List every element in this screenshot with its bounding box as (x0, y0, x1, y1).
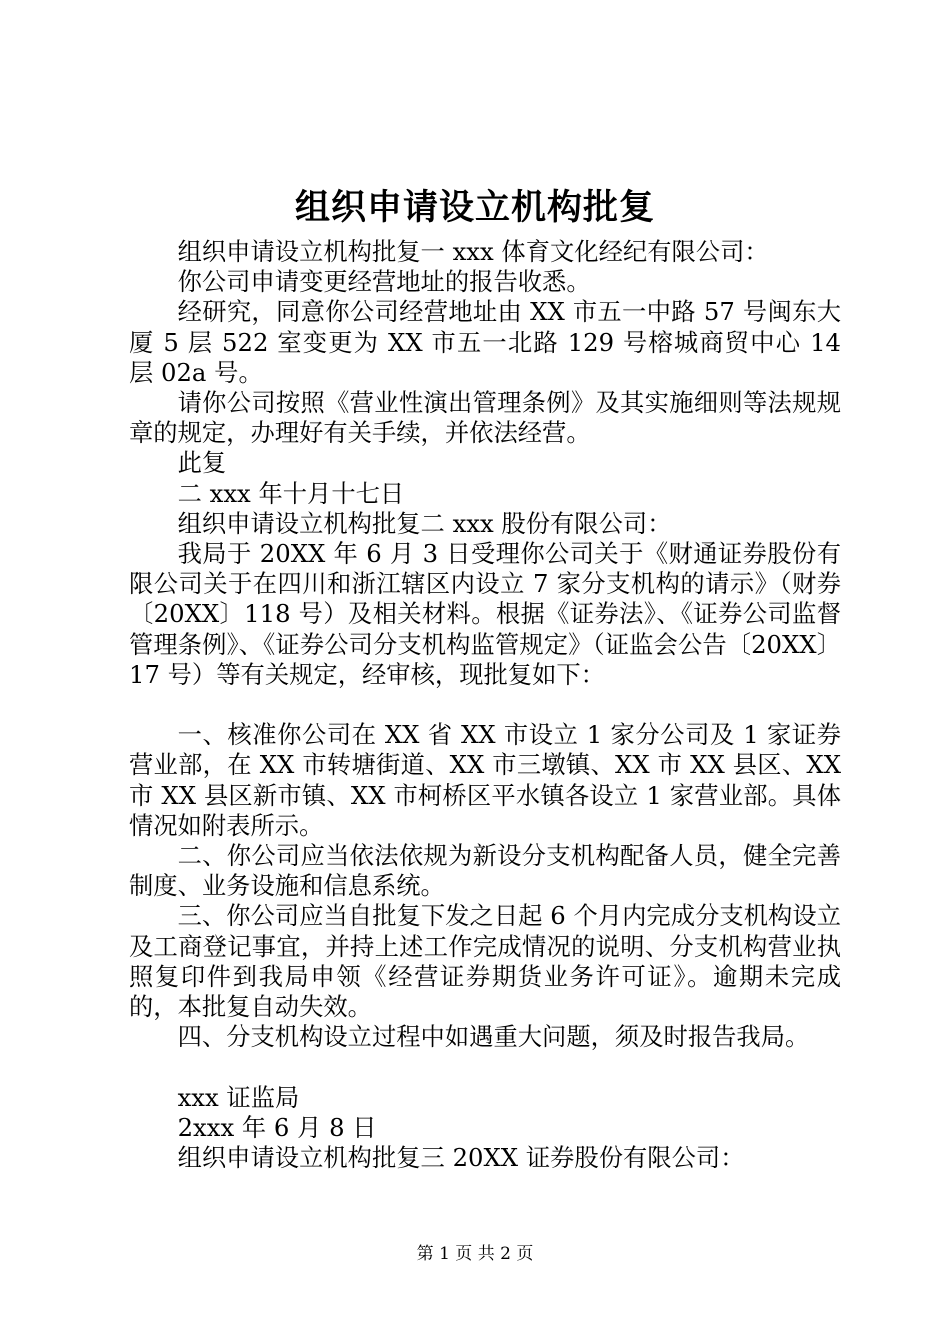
paragraph-closing: 此复 (177, 448, 227, 478)
paragraph-item-1: 一、核准你公司在 XX 省 XX 市设立 1 家分公司及 1 家证券营业部，在 XX 市转塘街道、XX 市三墩镇、XX 市 XX 县区、XX 市 XX 县区新市镇、XX 市柯桥区平水镇各设立 1 家营业部。具体情况如附表所示。 (129, 720, 841, 840)
paragraph-issuer: xxx 证监局 (177, 1082, 300, 1112)
paragraph-item-3: 三、你公司应当自批复下发之日起 6 个月内完成分支机构设立及工商登记事宜，并持上述工作完成情况的说明、分支机构营业执照复印件到我局申领《经营证券期货业务许可证》。逾期未完成的，本批复自动失效。 (129, 901, 841, 1022)
page-footer: 第 1 页 共 2 页 (416, 1244, 534, 1264)
paragraph-item-2: 二、你公司应当依法依规为新设分支机构配备人员，健全完善制度、业务设施和信息系统。 (129, 841, 841, 901)
paragraph-item-4: 四、分支机构设立过程中如遇重大问题，须及时报告我局。 (177, 1022, 810, 1052)
document-body (129, 237, 841, 1173)
paragraph-reply-3-heading: 组织申请设立机构批复三 20XX 证券股份有限公司： (177, 1143, 745, 1173)
paragraph-regulations: 请你公司按照《营业性演出管理条例》及其实施细则等法规规章的规定，办理好有关手续，并依法经营。 (129, 388, 841, 448)
paragraph-reply-1-heading: 组织申请设立机构批复一 xxx 体育文化经纪有限公司： (177, 237, 769, 266)
paragraph-application-review: 我局于 20XX 年 6 月 3 日受理你公司关于《财通证券股份有限公司关于在四川和浙江辖区内设立 7 家分支机构的请示》（财券〔20XX〕118 号）及相关材料。根据《证券法》、《证券公司监督管理条例》、《证券公司分支机构监管规定》（证监会公告〔20XX〕17 号）等有关规定，经审核，现批复如下： (129, 539, 841, 689)
paragraph-address-change: 经研究，同意你公司经营地址由 XX 市五一中路 57 号闽东大厦 5 层 522 室变更为 XX 市五一北路 129 号榕城商贸中心 14 层 02a 号。 (129, 297, 841, 387)
document-title: 组织申请设立机构批复 (294, 187, 655, 228)
paragraph-report-received: 你公司申请变更经营地址的报告收悉。 (177, 267, 591, 297)
paragraph-reply-2-heading: 组织申请设立机构批复二 xxx 股份有限公司： (177, 508, 672, 538)
paragraph-spacer (129, 1052, 841, 1082)
paragraph-spacer (129, 690, 841, 720)
paragraph-date-1: 二 xxx 年十月十七日 (177, 478, 405, 508)
paragraph-date-2: 2xxx 年 6 月 8 日 (177, 1112, 377, 1142)
